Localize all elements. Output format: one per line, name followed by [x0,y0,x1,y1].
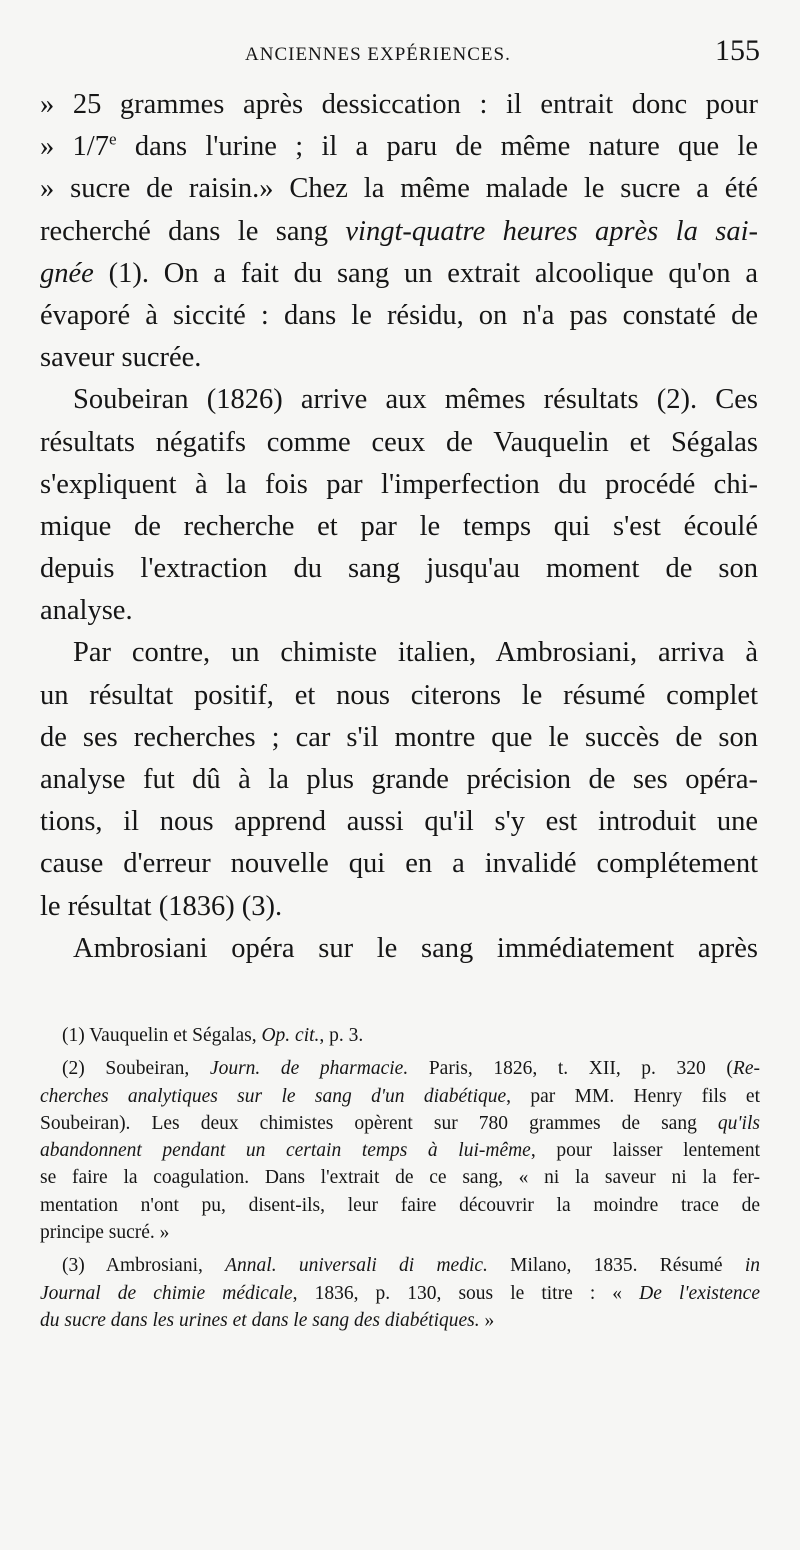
footnote-2-line: principe sucré. » [40,1222,170,1244]
footnotes [40,1022,760,1334]
footnote-2: (2) Soubeiran, Journ. de pharmacie. Paris, 1826, t. XII, p. 320 (Re- [62,1058,760,1080]
footnote-3: (3) Ambrosiani, Annal. universali di medic. Milano, 1835. Résumé in [62,1255,760,1277]
text-line: analyse fut dû à la plus grande précision de ses opéra- [40,764,758,795]
text-line: » 1/7e dans l'urine ; il a paru de même nature que le [40,129,758,163]
text-line: s'expliquent à la fois par l'imperfection du procédé chi- [40,468,758,500]
text-line: de ses recherches ; car s'il montre que le succès de son [40,721,758,753]
footnote-2-line: Soubeiran). Les deux chimistes opèrent sur 780 grammes de sang qu'ils [40,1112,760,1134]
text-line: tions, il nous apprend aussi qu'il s'y est introduit une [40,806,758,838]
text-line: recherché dans le sang vingt-quatre heures après la sai- [40,215,758,247]
page-header [40,36,760,76]
text-line: depuis l'extraction du sang jusqu'au moment de son [40,553,758,585]
footnote-2-line: cherches analytiques sur le sang d'un diabétique, par MM. Henry fils et [40,1085,760,1107]
text-line: un résultat positif, et nous citerons le résumé complet [40,679,758,711]
text-line: Par contre, un chimiste italien, Ambrosiani, arriva à [73,637,758,669]
text-line: saveur sucrée. [40,342,202,374]
text-line: gnée (1). On a fait du sang un extrait alcoolique qu'on a [40,257,758,289]
text-line: le résultat (1836) (3). [40,890,283,922]
text-line: » 25 grammes après dessiccation : il entrait donc pour [40,89,758,120]
text-line: évaporé à siccité : dans le résidu, on n'a pas constaté de [40,299,758,331]
text-line: résultats négatifs comme ceux de Vauquelin et Ségalas [40,426,758,458]
text-line: Ambrosiani opéra sur le sang immédiatement après [73,932,758,964]
footnote-3-line: du sucre dans les urines et dans le sang des diabétiques. » [40,1309,495,1331]
footnote-2-line: abandonnent pendant un certain temps à lui-même, pour laisser lentement [40,1140,760,1162]
text-line: Soubeiran (1826) arrive aux mêmes résultats (2). Ces [73,384,758,416]
running-title: ANCIENNES EXPÉRIENCES. [245,44,511,65]
text-line: mique de recherche et par le temps qui s'est écoulé [40,510,758,542]
page-number: 155 [715,34,760,67]
text-line: analyse. [40,595,133,627]
footnote-3-line: Journal de chimie médicale, 1836, p. 130, sous le titre : « De l'existence [40,1282,760,1304]
main-text [40,84,758,970]
footnote-2-line: se faire la coagulation. Dans l'extrait de ce sang, « ni la saveur ni la fer- [40,1167,760,1189]
text-line: cause d'erreur nouvelle qui en a invalidé complétement [40,848,758,880]
text-line: » sucre de raisin.» Chez la même malade le sucre a été [40,173,758,205]
footnote-2-line: mentation n'ont pu, disent-ils, leur faire découvrir la moindre trace de [40,1194,760,1216]
footnote-1: (1) Vauquelin et Ségalas, Op. cit., p. 3. [62,1025,364,1046]
